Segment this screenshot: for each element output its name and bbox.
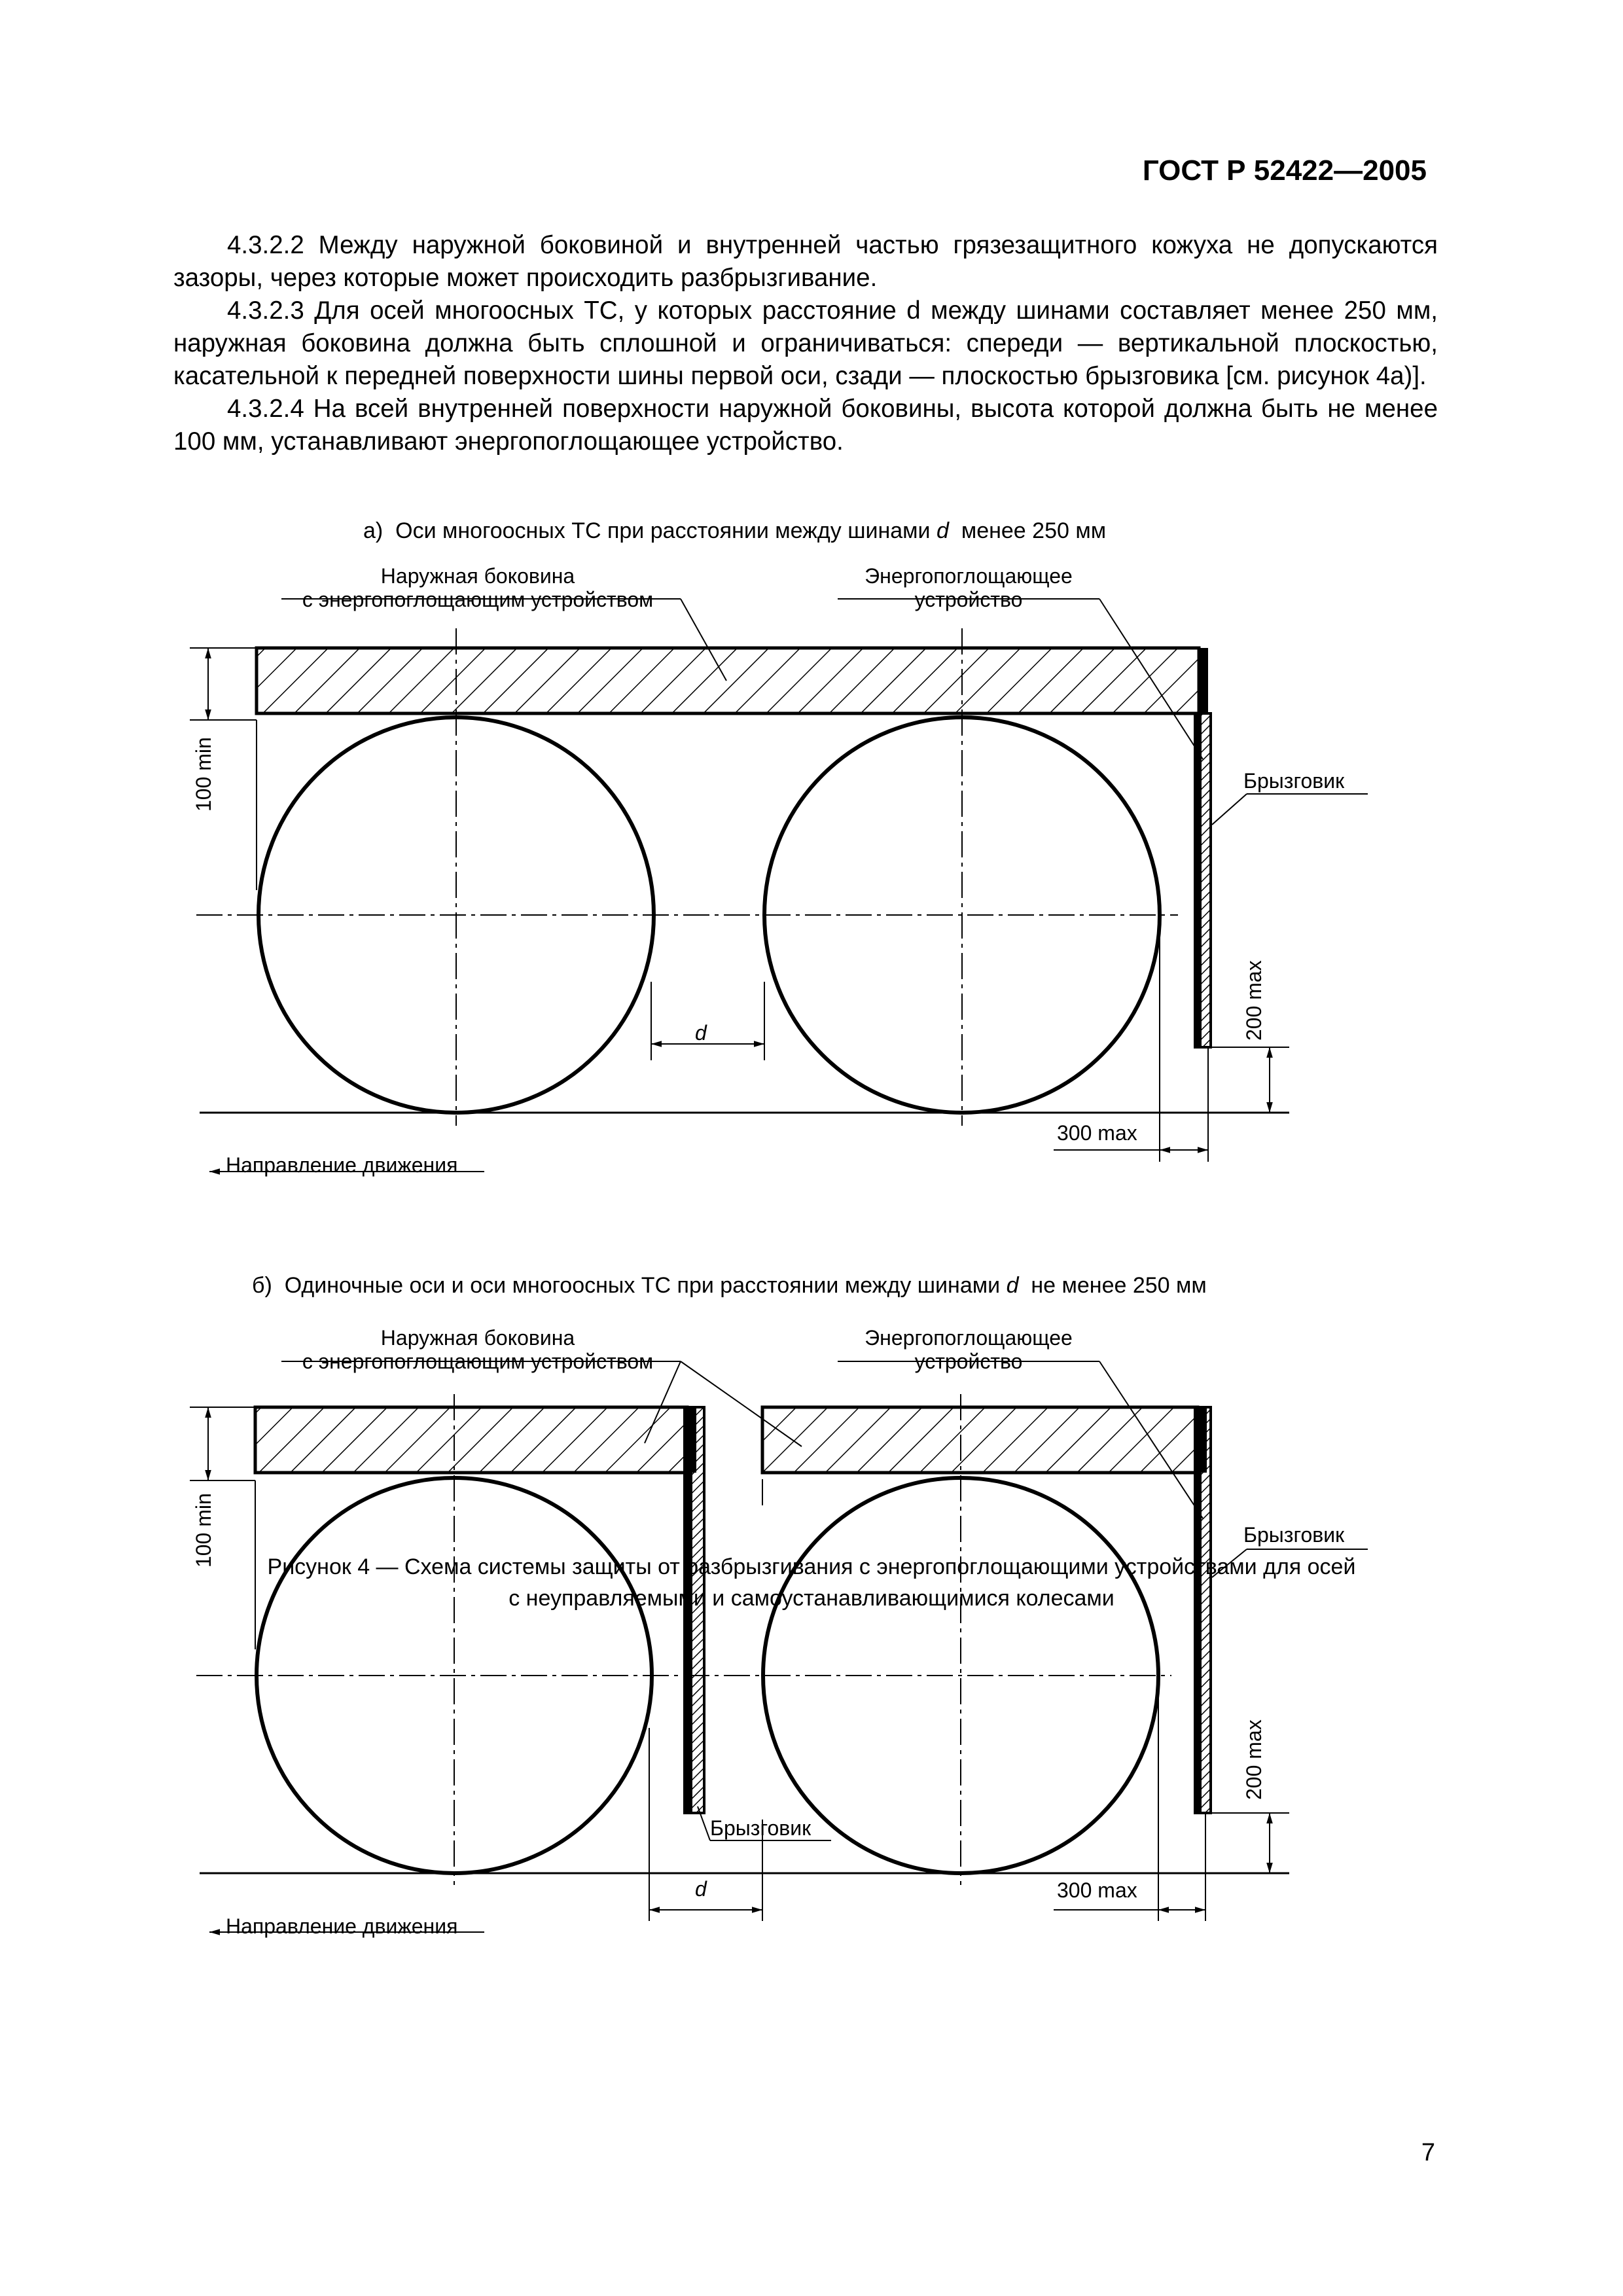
- figure-b-flap-height-label: 200 max: [1242, 1719, 1266, 1800]
- paragraph-4-3-2-2: 4.3.2.2 Между наружной боковиной и внутренней частью грязезащитного кожуха не допускаются зазоры, через которые может происходить разбрызгивание.: [173, 231, 1438, 292]
- figure-b-drawing: [0, 1283, 1623, 2003]
- figure-a-flap-height-label: 200 max: [1242, 960, 1266, 1041]
- figure-a-gap-label: d: [695, 1021, 707, 1045]
- figure-b-caption: б) Одиночные оси и оси многоосных ТС при расстоянии между шинами d не менее 250 мм: [252, 1273, 1207, 1298]
- figure-a-flap-label: Брызговик: [1243, 769, 1345, 793]
- page-number: 7: [1421, 2139, 1435, 2166]
- document-id: ГОСТ Р 52422—2005: [1142, 154, 1427, 187]
- figure-b-direction-label: Направление движения: [226, 1914, 458, 1938]
- figure-a-caption: а) Оси многоосных ТС при расстоянии между шинами d менее 250 мм: [363, 518, 1107, 543]
- figure-a-offset-label: 300 max: [1057, 1121, 1137, 1145]
- figure-caption: Рисунок 4 — Схема системы защиты от разбрызгивания с энергопоглощающими устройствами для осей с неуправляемыми и самоустанавливающимися колесами: [267, 1554, 1356, 1611]
- figure-a-sidewall-label: Наружная боковина с энергопоглощающим устройством: [302, 564, 654, 611]
- figure-b-sidewall-right: [762, 1407, 1198, 1473]
- figure-b-offset-label: 300 max: [1057, 1878, 1137, 1902]
- figure-b-sidewall-label: Наружная боковина с энергопоглощающим устройством: [302, 1326, 654, 1373]
- figure-b-absorber-label: Энергопоглощающее устройство: [865, 1326, 1073, 1373]
- figure-b-flap-right-label: Брызговик: [1243, 1523, 1345, 1547]
- figure-a-height-label: 100 min: [192, 737, 215, 812]
- figure-b-gap-label: d: [695, 1877, 707, 1901]
- figure-b-sidewall-left: [255, 1407, 687, 1473]
- figure-a-absorber-label: Энергопоглощающее устройство: [865, 564, 1073, 611]
- paragraph-4-3-2-3: 4.3.2.3 Для осей многоосных ТС, у которых расстояние d между шинами составляет менее 250 мм, наружная боковина должна быть сплошной и ограничиваться: спереди — вертикальной плоскостью, касательной к передней поверхности шины первой оси, сзади — плоскостью брызговика [см. рисунок 4а)].: [173, 296, 1438, 390]
- figure-a-absorber: [1199, 648, 1208, 713]
- figure-b-flap-mid-label: Брызговик: [710, 1816, 812, 1840]
- figure-b-height-label: 100 min: [192, 1493, 215, 1568]
- paragraph-4-3-2-4: 4.3.2.4 На всей внутренней поверхности наружной боковины, высота которой должна быть не менее 100 мм, устанавливают энергопоглощающее устройство.: [173, 395, 1438, 456]
- figure-a-sidewall: [257, 648, 1199, 713]
- figure-a-direction-label: Направление движения: [226, 1153, 458, 1177]
